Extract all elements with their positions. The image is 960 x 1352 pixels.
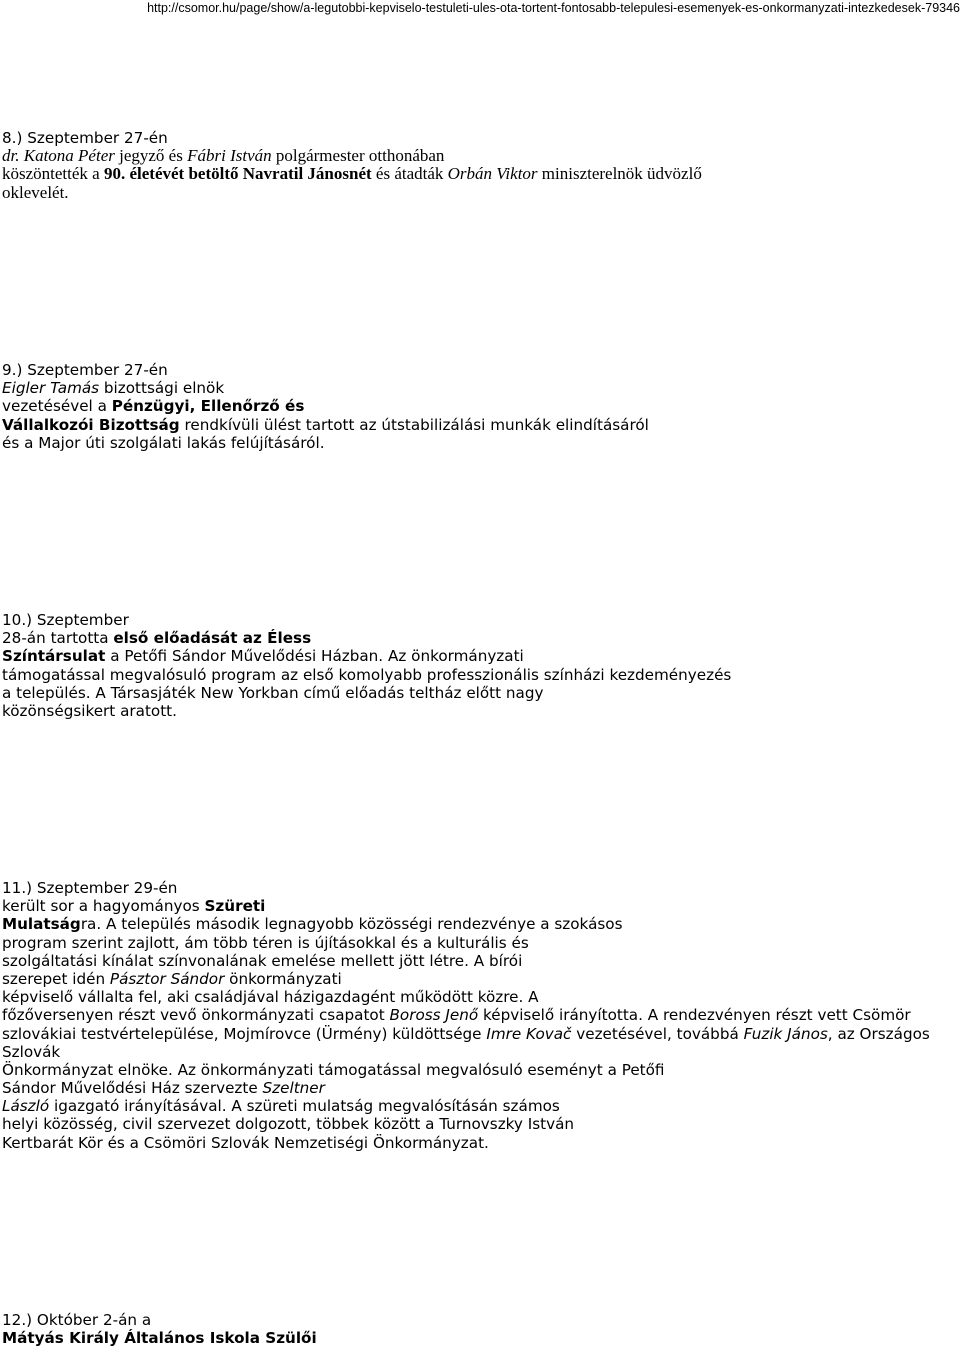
name-szeltner-2: László xyxy=(2,1097,50,1116)
name-szeltner-1: Szeltner xyxy=(262,1079,325,1098)
item-11-line-8: főzőversenyen részt vevő önkormányzati csapatot Boross Jenő képviselő irányította. A rendezvényen részt vett Csömör xyxy=(2,1006,911,1025)
item-11-line-10: Szlovák xyxy=(2,1042,61,1061)
item-11 xyxy=(2,879,952,1152)
item-12-line-2 xyxy=(2,1329,952,1347)
highlight-eless-2: Színtársulat xyxy=(2,647,106,666)
highlight-matyas-kiraly: Mátyás Király Általános Iskola Szülői xyxy=(2,1329,317,1348)
item-10-line-2: 28-án tartotta első előadását az Éless xyxy=(2,629,312,648)
item-11-line-14: helyi közösség, civil szervezet dolgozott, többek között a Turnovszky István xyxy=(2,1115,575,1134)
item-11-line-7: képviselő vállalta fel, aki családjával házigazdagént működött közre. A xyxy=(2,988,539,1007)
item-8 xyxy=(2,129,952,202)
item-10-line-4: támogatással megvalósuló program az első komolyabb professzionális színházi kezdeményezés xyxy=(2,665,732,684)
item-11-line-12: Sándor Művelődési Ház szervezte Szeltner xyxy=(2,1079,325,1098)
highlight-eless-1: első előadását az Éless xyxy=(113,629,312,648)
item-8-line-4: oklevelét. xyxy=(2,182,69,202)
item-9-line-3: vezetésével a Pénzügyi, Ellenőrző és xyxy=(2,397,305,416)
item-11-line-15: Kertbarát Kör és a Csömöri Szlovák Nemzetiségi Önkormányzat. xyxy=(2,1133,489,1152)
item-10-heading: 10.) Szeptember xyxy=(2,611,129,629)
item-11-line-4: program szerint zajlott, ám több téren is újításokkal és a kulturális és xyxy=(2,933,529,952)
item-9-line-4: Vállalkozói Bizottság rendkívüli ülést tartott az útstabilizálási munkák elindításáról xyxy=(2,415,649,434)
name-orban-viktor: Orbán Viktor xyxy=(447,164,538,184)
item-10-line-6: közönségsikert aratott. xyxy=(2,701,177,720)
name-eigler-tamas: Eigler Tamás xyxy=(2,379,100,398)
item-11-line-2: került sor a hagyományos Szüreti xyxy=(2,897,266,916)
item-12-heading: 12.) Október 2-án a xyxy=(2,1311,152,1329)
highlight-mulatsag: Mulatság xyxy=(2,915,81,934)
item-11-line-3: Mulatságra. A település második legnagyobb közösségi rendezvénye a szokásos xyxy=(2,915,623,934)
name-fabri-istvan: Fábri István xyxy=(187,146,272,166)
item-11-line-6: szerepet idén Pásztor Sándor önkormányzati xyxy=(2,969,342,988)
name-imre-kovac: Imre Kovač xyxy=(486,1024,572,1043)
highlight-committee-1: Pénzügyi, Ellenőrző és xyxy=(111,397,305,416)
item-9 xyxy=(2,361,952,452)
item-9-heading: 9.) Szeptember 27-én xyxy=(2,361,168,379)
item-8-line-3: köszöntették a 90. életévét betöltő Navratil Jánosnét és átadták Orbán Viktor miniszterelnök üdvözlő xyxy=(2,164,702,184)
item-10 xyxy=(2,611,952,720)
page-url: http://csomor.hu/page/show/a-legutobbi-kepviselo-testuleti-ules-ota-tortent-fontosabb-telepulesi-esemenyek-es-onkormanyzati-intezkedesek-79346 xyxy=(147,1,960,15)
item-11-line-9: szlovákiai testvértelepülése, Mojmírovce (Ürmény) küldöttsége Imre Kovač vezetésével, továbbá Fuzik János, az Országos xyxy=(2,1024,930,1043)
highlight-navratil: 90. életévét betöltő Navratil Jánosnét xyxy=(103,164,372,184)
item-8-heading: 8.) Szeptember 27-én xyxy=(2,129,168,147)
item-8-line-2: dr. Katona Péter jegyző és Fábri István polgármester otthonában xyxy=(2,146,445,166)
item-10-line-3: Színtársulat a Petőfi Sándor Művelődési Házban. Az önkormányzati xyxy=(2,647,524,666)
item-11-heading: 11.) Szeptember 29-én xyxy=(2,879,178,897)
item-11-line-5: szolgáltatási kínálat színvonalának emelése mellett jött létre. A bírói xyxy=(2,951,523,970)
item-10-line-5: a település. A Társasjáték New Yorkban című előadás teltház előtt nagy xyxy=(2,683,544,702)
item-12 xyxy=(2,1311,952,1347)
item-9-line-5: és a Major úti szolgálati lakás felújításáról. xyxy=(2,433,325,452)
item-11-line-13: László igazgató irányításával. A szüreti mulatság megvalósításán számos xyxy=(2,1097,560,1116)
name-pasztor-sandor: Pásztor Sándor xyxy=(109,969,225,988)
item-9-line-2: Eigler Tamás bizottsági elnök xyxy=(2,379,225,398)
item-11-line-11: Önkormányzat elnöke. Az önkormányzati támogatással megvalósuló eseményt a Petőfi xyxy=(2,1060,665,1079)
highlight-szureti: Szüreti xyxy=(204,897,266,916)
highlight-committee-2: Vállalkozói Bizottság xyxy=(2,415,180,434)
name-boross-jeno: Boross Jenő xyxy=(389,1006,479,1025)
name-katona-peter: dr. Katona Péter xyxy=(2,146,115,166)
name-fuzik-janos: Fuzik János xyxy=(743,1024,828,1043)
